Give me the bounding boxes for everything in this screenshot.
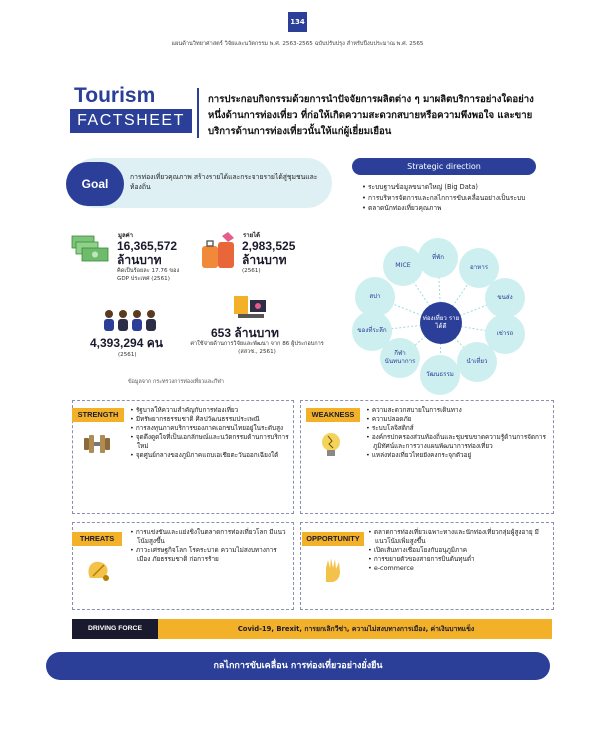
cracked-bulb-icon [316, 432, 346, 458]
wheel-hub: ท่องเที่ยว รายได้ดี [420, 302, 462, 344]
value-unit: ล้านบาท [117, 253, 162, 267]
value-amount: 16,365,572 [117, 239, 178, 253]
alarm-icon [84, 556, 112, 584]
list-item: • ระบบฐานข้อมูลขนาดใหญ่ (Big Data) [362, 182, 552, 193]
wheel-node: ของที่ระลึก [352, 311, 392, 351]
running-head: แผนด้านวิทยาศาสตร์ วิจัยและนวัตกรรม พ.ศ. 2563-2565 ฉบับปรับปรุง สำหรับปีงบประมาณ พ.ศ. 2565 [171, 41, 424, 47]
income-label: รายได้ [243, 232, 261, 239]
wheel-node: ที่พัก [418, 238, 458, 278]
divider [197, 88, 199, 138]
strategic-title: Strategic direction [352, 158, 536, 175]
dumbbell-icon [82, 430, 112, 456]
weakness-list [366, 406, 546, 460]
list-item: • จุดศูนย์กลางของภูมิภาคแถบเอเชียตะวันออกเฉียงใต้ [130, 451, 290, 460]
wheel-node: กีฬา นันทนาการ [380, 338, 420, 378]
wheel-node: นำเที่ยว [457, 342, 497, 382]
spending-note: ค่าใช้จ่ายด้านการวิจัยและพัฒนา จาก 86 ผู้ประกอบการ (สสวช., 2561) [190, 341, 324, 355]
threats-list [130, 528, 290, 564]
people-icon [100, 308, 158, 332]
strategic-list [362, 182, 552, 214]
list-item: • ระบบโลจิสติกส์ [366, 424, 546, 433]
goal-label: Goal [66, 162, 124, 206]
opportunity-list [368, 528, 548, 573]
driving-force-text: Covid-19, Brexit, การยกเลิกวีซ่า, ความไม่สงบทางการเมือง, ค่าเงินบาทแข็ง [237, 625, 475, 633]
opportunity-label: OPPORTUNITY [302, 532, 364, 546]
list-item: • เปิดเส้นทางเชื่อมโยงกับอนุภูมิภาค [368, 546, 548, 555]
value-label: มูลค่า [118, 232, 134, 239]
income-amount: 2,983,525 [242, 239, 296, 253]
strength-label: STRENGTH [72, 408, 124, 422]
title-factsheet: FACTSHEET [70, 109, 192, 133]
driving-force-label: DRIVING FORCE [72, 619, 158, 639]
list-item: • รัฐบาลให้ความสำคัญกับการท่องเที่ยว [130, 406, 290, 415]
list-item: • ตลาดการท่องเที่ยวเฉพาะทางและนักท่องเที่ยวกลุ่มผู้สูงอายุ มีแนวโน้มเพิ่มสูงขึ้น [368, 528, 548, 546]
list-item: • ความสะดวกสบายในการเดินทาง [366, 406, 546, 415]
threats-label: THREATS [72, 532, 122, 546]
list-item: • ความปลอดภัย [366, 415, 546, 424]
headline: การประกอบกิจกรรมด้วยการนำปัจจัยการผลิตต่าง ๆ มาผลิตบริการอย่างใดอย่างหนึ่งด้านการท่องเที่ยว ที่ก่อให้เกิดความสะดวกสบายหรือความพึงพอใจ และขายบริการด้านการท่องเที่ยวนั้นให้แก่ผู้เยี่ยมเยือน [208, 94, 534, 137]
raised-hand-icon [318, 556, 348, 584]
title-tourism: Tourism [74, 84, 156, 107]
wheel-node: อาหาร [459, 248, 499, 288]
people-amount: 4,393,294 คน [90, 336, 163, 350]
luggage-icon [198, 232, 240, 272]
weakness-label: WEAKNESS [306, 408, 360, 422]
spending-amount: 653 ล้านบาท [211, 326, 279, 340]
wheel-node: ขนส่ง [485, 278, 525, 318]
goal-text: การท่องเที่ยวคุณภาพ สร้างรายได้และกระจายรายได้สู่ชุมชนและท้องถิ่น [130, 173, 318, 191]
research-icon [232, 292, 270, 322]
list-item: • มีทรัพยากรธรรมชาติ ศิลปวัฒนธรรมประเพณี [130, 415, 290, 424]
list-item: • ตลาดนักท่องเที่ยวคุณภาพ [362, 203, 552, 214]
list-item: • การลงทุนภาคบริการของภาคเอกชนไทยอยู่ในระดับสูง [130, 424, 290, 433]
data-source: ข้อมูลจาก กระทรวงการท่องเที่ยวและกีฬา [128, 379, 224, 385]
income-unit: ล้านบาท [242, 253, 287, 267]
list-item: • แหล่งท่องเที่ยวไทยยังคงกระจุกตัวอยู่ [366, 451, 546, 460]
page-number: 134 [288, 12, 307, 32]
income-note: (2561) [242, 268, 261, 274]
wheel-node: สปา [355, 277, 395, 317]
wheel-node: MICE [383, 246, 423, 286]
wheel-node: เช่ารถ [485, 314, 525, 354]
list-item: • จุดดึงดูดใจที่เป็นเอกลักษณ์และนวัตกรรมด้านการบริการใหม่ [130, 433, 290, 451]
list-item: • การบริหารจัดการและกลไกการขับเคลื่อนอย่างเป็นระบบ [362, 193, 552, 204]
list-item: • การขยายตัวของสายการบินต้นทุนต่ำ [368, 555, 548, 564]
list-item: • ภาวะเศรษฐกิจโลก โรคระบาด ความไม่สงบทางการเมือง ภัยธรรมชาติ ก่อการร้าย [130, 546, 290, 564]
footer-banner: กลไกการขับเคลื่อน การท่องเที่ยวอย่างยั่งยืน [46, 652, 550, 680]
money-icon [70, 230, 114, 266]
strength-list [130, 406, 290, 460]
value-note: คิดเป็นร้อยละ 17.76 ของ GDP ประเทศ (2561) [117, 268, 180, 282]
wheel-node: วัฒนธรรม [420, 355, 460, 395]
list-item: • การแข่งขันและแย่งชิงในตลาดการท่องเที่ยวโลก มีแนวโน้มสูงขึ้น [130, 528, 290, 546]
list-item: • e-commerce [368, 564, 548, 573]
list-item: • องค์กรปกครองส่วนท้องถิ่นและชุมชนขาดความรู้ด้านการจัดการภูมิทัศน์และการวางแผนพัฒนาการท่องเที่ยว [366, 433, 546, 451]
people-note: (2561) [118, 352, 137, 358]
